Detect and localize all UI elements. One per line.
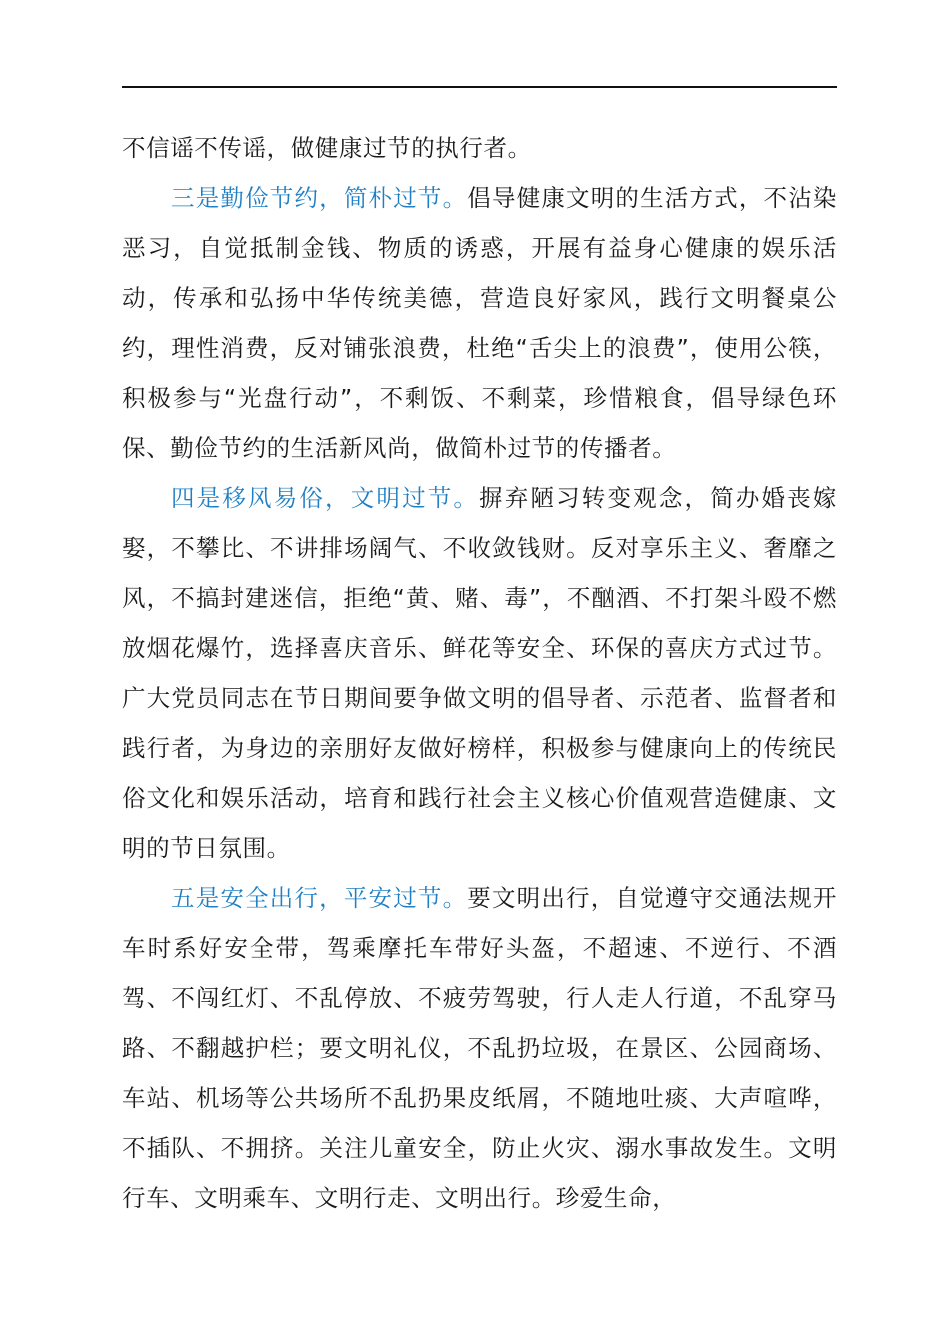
paragraph-text: 要文明出行，自觉遵守交通法规开车时系好安全带，驾乘摩托车带好头盔，不超速、不逆行、不酒驾、不闯红灯、不乱停放、不疲劳驾驶，行人走人行道，不乱穿马路、不翻越护栏；要文明礼仪，不乱扔垃圾，在景区、公园商场、车站、机场等公共场所不乱扔果皮纸屑，不随地吐痰、大声喧哗，不插队、不拥挤。关注儿童安全，防止火灾、溺水事故发生。文明行车、文明乘车、文明行走、文明出行。珍爱生命， (122, 884, 838, 1212)
paragraph-heading: 三是勤俭节约，简朴过节。 (171, 184, 468, 212)
paragraph-safety (122, 873, 837, 1223)
paragraph-text: 倡导健康文明的生活方式，不沾染恶习，自觉抵制金钱、物质的诱惑，开展有益身心健康的娱乐活动，传承和弘扬中华传统美德，营造良好家风，践行文明餐桌公约，理性消费，反对铺张浪费，杜绝“舌尖上的浪费”，使用公筷，积极参与“光盘行动”，不剩饭、不剩菜，珍惜粮食，倡导绿色环保、勤俭节约的生活新风尚，做简朴过节的传播者。 (122, 184, 838, 462)
paragraph-heading: 四是移风易俗，文明过节。 (171, 484, 480, 512)
paragraph-continuation (122, 123, 837, 173)
paragraph-text: 不信谣不传谣，做健康过节的执行者。 (122, 134, 532, 162)
paragraph-heading: 五是安全出行，平安过节。 (171, 884, 468, 912)
header-rule (122, 86, 837, 88)
paragraph-thrift (122, 173, 837, 473)
paragraph-text: 摒弃陋习转变观念，简办婚丧嫁娶，不攀比、不讲排场阔气、不收敛钱财。反对享乐主义、奢靡之风，不搞封建迷信，拒绝“黄、赌、毒”，不酗酒、不打架斗殴不燃放烟花爆竹，选择喜庆音乐、鲜花等安全、环保的喜庆方式过节。广大党员同志在节日期间要争做文明的倡导者、示范者、监督者和践行者，为身边的亲朋好友做好榜样，积极参与健康向上的传统民俗文化和娱乐活动，培育和践行社会主义核心价值观营造健康、文明的节日氛围。 (122, 484, 837, 862)
paragraph-customs (122, 473, 837, 873)
document-body (122, 123, 837, 1223)
